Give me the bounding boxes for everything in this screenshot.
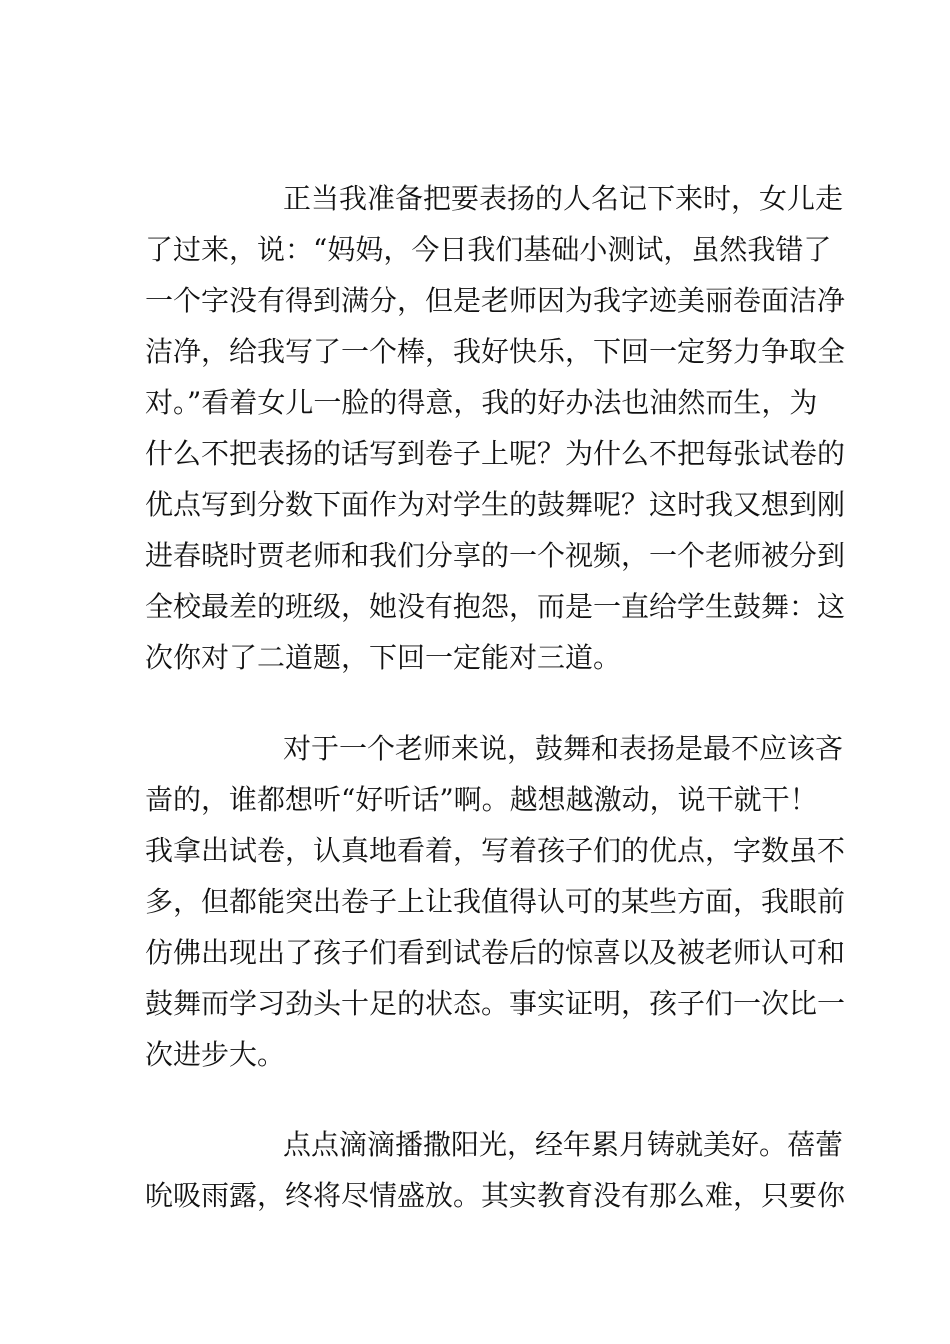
paragraph-line: 次你对了二道题，下回一定能对三道。 [145, 641, 622, 674]
paragraph-line: 一个字没有得到满分，但是老师因为我字迹美丽卷面洁净 [145, 284, 846, 317]
paragraph-line: 仿佛出现出了孩子们看到试卷后的惊喜以及被老师认可和 [145, 936, 846, 969]
paragraph-line: 进春晓时贾老师和我们分享的一个视频，一个老师被分到 [145, 539, 846, 572]
paragraph-line: 什么不把表扬的话写到卷子上呢？为什么不把每张试卷的 [145, 437, 846, 470]
paragraph-line: 全校最差的班级，她没有抱怨，而是一直给学生鼓舞：这 [145, 590, 846, 623]
paragraph-line: 对于一个老师来说，鼓舞和表扬是最不应该吝 [283, 732, 844, 765]
paragraph-line: 啬的，谁都想听“好听话”啊。越想越激动，说干就干！ [145, 783, 818, 816]
paragraph-line: 对。”看着女儿一脸的得意，我的好办法也油然而生，为 [145, 386, 818, 419]
paragraph-line: 次进步大。 [145, 1038, 286, 1071]
paragraph-line: 优点写到分数下面作为对学生的鼓舞呢？这时我又想到刚 [145, 488, 846, 521]
paragraph-line: 我拿出试卷，认真地看着，写着孩子们的优点，字数虽不 [145, 834, 846, 867]
document-page [145, 0, 846, 1344]
paragraph-line: 洁净，给我写了一个棒，我好快乐，下回一定努力争取全 [145, 335, 846, 368]
paragraph-line: 吮吸雨露，终将尽情盛放。其实教育没有那么难，只要你 [145, 1179, 846, 1212]
paragraph-line: 了过来，说：“妈妈，今日我们基础小测试，虽然我错了 [145, 233, 832, 266]
paragraph-line: 正当我准备把要表扬的人名记下来时，女儿走 [283, 182, 844, 215]
paragraph-line: 多，但都能突出卷子上让我值得认可的某些方面，我眼前 [145, 885, 846, 918]
paragraph-line: 点点滴滴播撒阳光，经年累月铸就美好。蓓蕾 [283, 1128, 844, 1161]
paragraph-line: 鼓舞而学习劲头十足的状态。事实证明，孩子们一次比一 [145, 987, 846, 1020]
